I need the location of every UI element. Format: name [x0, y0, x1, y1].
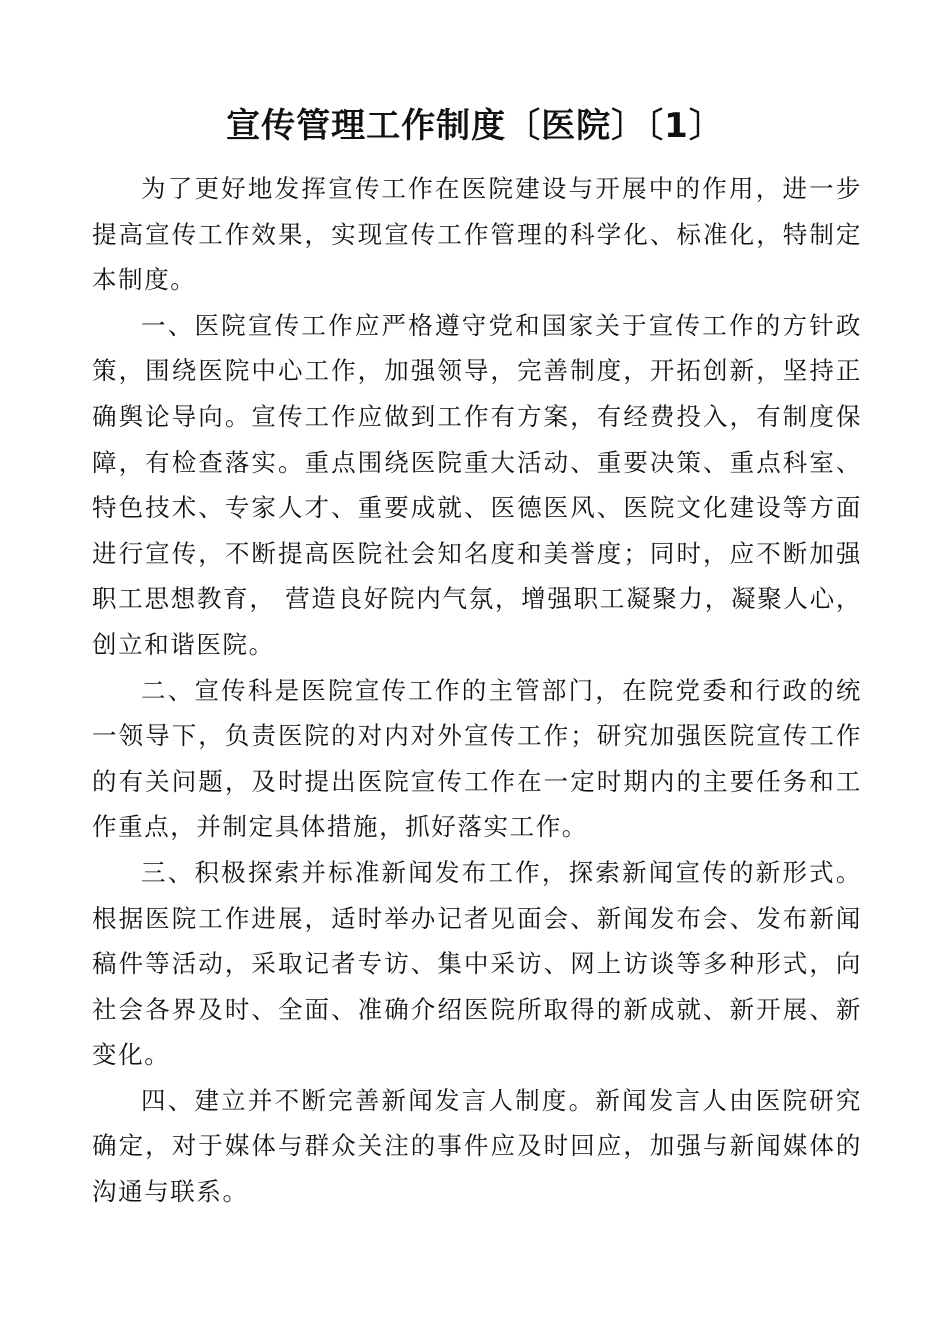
section-2-paragraph: 二、宣传科是医院宣传工作的主管部门，在院党委和行政的统一领导下，负责医院的对内对外宣传工作；研究加强医院宣传工作的有关问题，及时提出医院宣传工作在一定时期内的主要任务和工作重点，并制定具体措施，抓好落实工作。	[92, 675, 862, 842]
section-4-paragraph: 四、建立并不断完善新闻发言人制度。新闻发言人由医院研究确定，对于媒体与群众关注的事件应及时回应，加强与新闻媒体的沟通与联系。	[92, 1085, 862, 1207]
section-1-paragraph: 一、医院宣传工作应严格遵守党和国家关于宣传工作的方针政策，围绕医院中心工作，加强领导，完善制度，开拓创新，坚持正确舆论导向。宣传工作应做到工作有方案，有经费投入，有制度保障，有检查落实。重点围绕医院重大活动、重要决策、重点科室、特色技术、专家人才、重要成就、医德医风、医院文化建设等方面进行宣传，不断提高医院社会知名度和美誉度；同时，应不断加强职工思想教育， 营造良好院内气氛，增强职工凝聚力，凝聚人心，创立和谐医院。	[92, 310, 862, 659]
document-body	[92, 166, 862, 1215]
intro-paragraph: 为了更好地发挥宣传工作在医院建设与开展中的作用，进一步提高宣传工作效果，实现宣传工作管理的科学化、标准化，特制定本制度。	[92, 174, 862, 295]
document-title: 宣传管理工作制度〔医院〕〔1〕	[226, 106, 724, 146]
section-3-paragraph: 三、积极探索并标准新闻发布工作，探索新闻宣传的新形式。根据医院工作进展，适时举办记者见面会、新闻发布会、发布新闻稿件等活动，采取记者专访、集中采访、网上访谈等多种形式，向社会各界及时、全面、准确介绍医院所取得的新成就、新开展、新变化。	[92, 857, 862, 1070]
